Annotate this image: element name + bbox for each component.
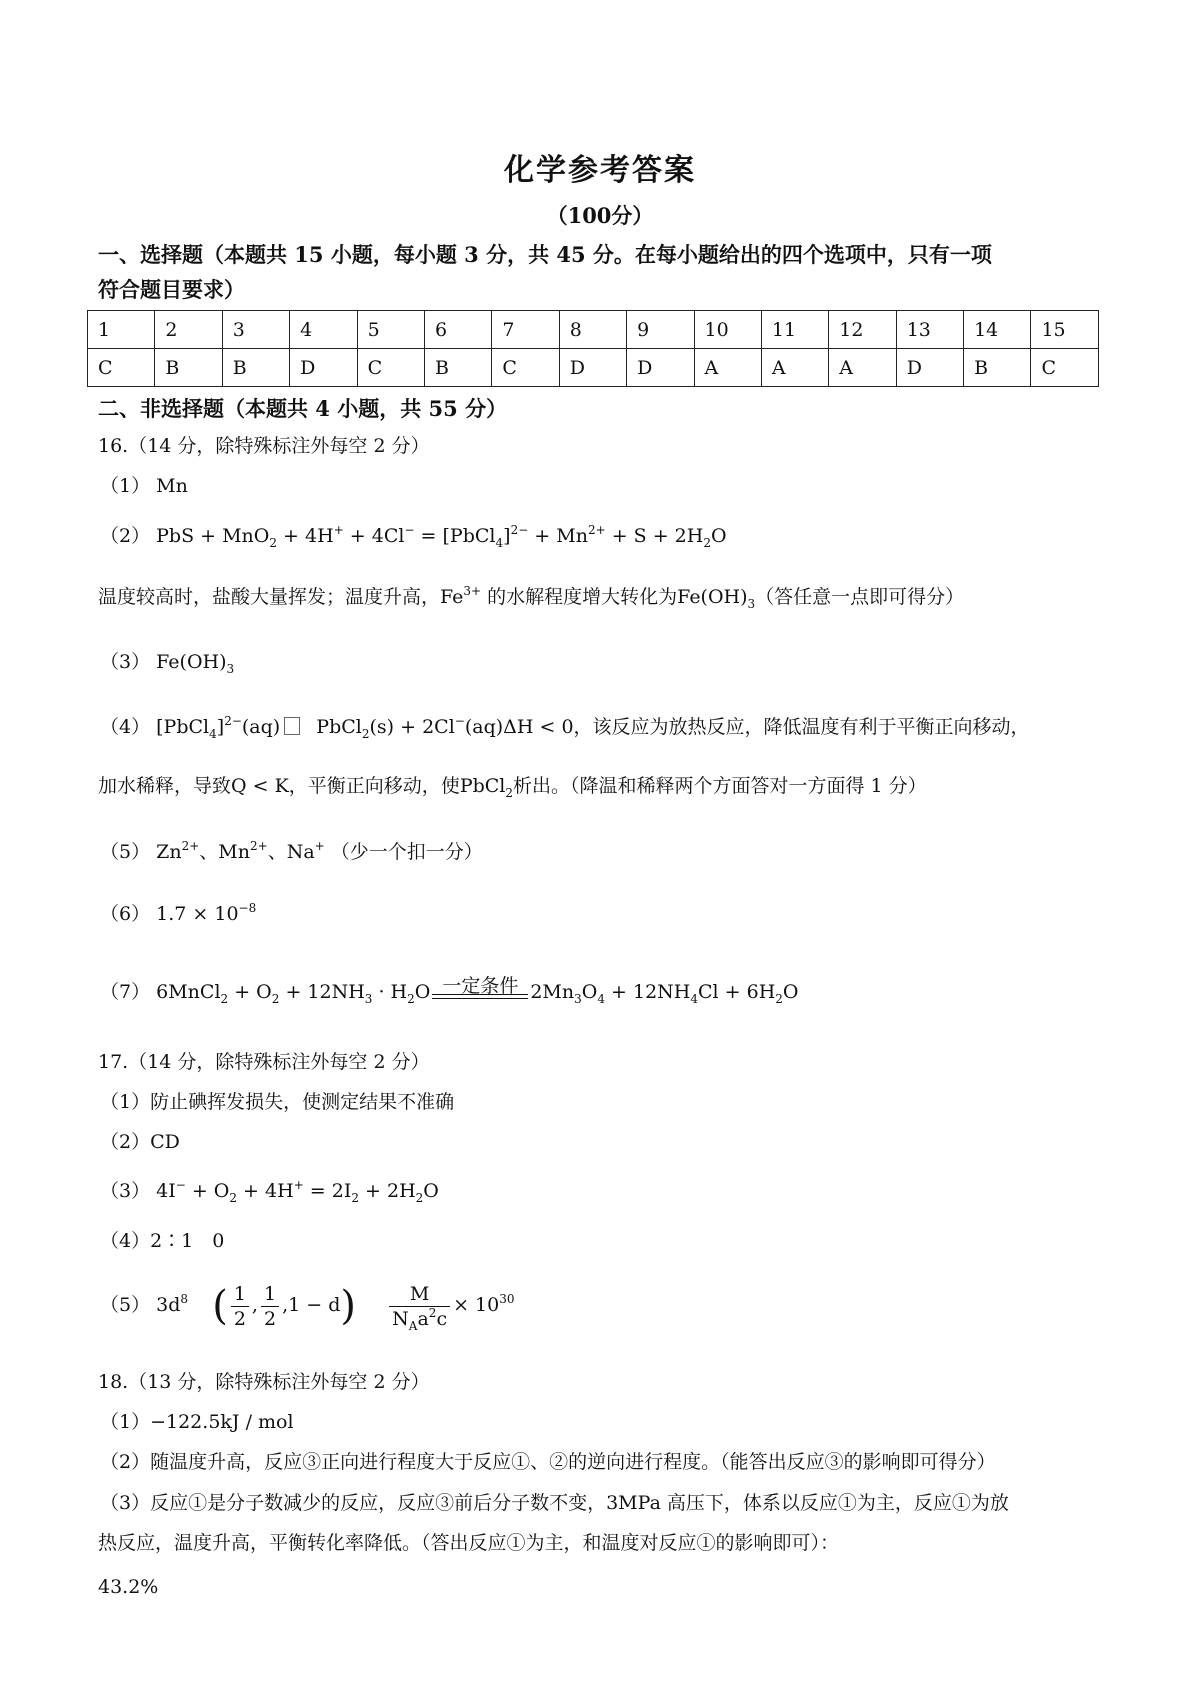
answer-label: （5） [100, 841, 151, 863]
table-cell: 6 [424, 311, 491, 349]
electron-config: $3d^8$ [156, 1292, 189, 1316]
chem-equation: 6MnCl$_2$ + $O_2 + 12NH_3 \cdot H_2O$ 一定条件 $2Mn_3O_4 + 12NH_4Cl + 6H_2O$ [156, 981, 798, 1003]
missing-glyph-icon [284, 717, 300, 735]
q17-answer-5 [100, 1278, 515, 1332]
table-cell: D [559, 349, 626, 387]
answer-row [88, 349, 1099, 387]
table-cell: 4 [290, 311, 357, 349]
answer-label: （6） [100, 903, 151, 925]
reaction-condition: 一定条件 [442, 975, 519, 997]
q16-answer-3 [100, 648, 234, 676]
q16-answer-2-equation [100, 522, 727, 550]
table-cell: C [1031, 349, 1099, 387]
q18-answer-3: （3）反应①是分子数减少的反应，反应③前后分子数不变，3MPa 高压下，体系以反应①为主，反应①为放 [100, 1492, 1009, 1514]
q16-answer-6 [100, 900, 256, 928]
answer-text: 加水稀释，导致 [98, 775, 232, 797]
q18-answer-2: （2）随温度升高，反应③正向进行程度大于反应①、②的逆向进行程度。（能答出反应③的影响即可得分） [100, 1451, 996, 1473]
answer-label: （3） [100, 651, 151, 673]
q18-heading: 18.（13 分，除特殊标注外每空 2 分） [98, 1371, 430, 1393]
table-cell: 2 [155, 311, 222, 349]
q16-answer-5 [100, 838, 483, 866]
q16-heading: 16.（14 分，除特殊标注外每空 2 分） [98, 435, 430, 457]
table-cell: 11 [761, 311, 828, 349]
q17-answer-3 [100, 1177, 439, 1205]
answer-note: （少一个扣一分） [330, 841, 483, 863]
total-score: （100分） [546, 203, 654, 228]
coordinate-expression: ( $\frac{1}{2}$ , $\frac{1}{2}$ ,1 − d) [212, 1282, 356, 1330]
section-1-heading: 一、选择题（本题共 15 小题，每小题 3 分，共 45 分。在每小题给出的四个选项中，只有一项 [98, 242, 992, 267]
answer-label: （7） [100, 981, 151, 1003]
question-number-row [88, 311, 1099, 349]
table-cell: 1 [88, 311, 155, 349]
ion-list: $Zn^{2+}$、$Mn^{2+}$、Na+ [156, 839, 325, 863]
section-2-heading: 二、非选择题（本题共 4 小题，共 55 分） [98, 396, 508, 421]
q17-answer-2: （2）CD [100, 1131, 180, 1153]
choice-answer-table [87, 310, 1099, 387]
answer-label: （2） [100, 525, 151, 547]
answer-label: （5） [100, 1294, 151, 1316]
density-expression: $\frac{M}{N_Aa^2c}$ × $10^{30}$ [386, 1294, 514, 1316]
table-cell: 3 [222, 311, 289, 349]
table-cell: 10 [694, 311, 761, 349]
q16-answer-2-note [98, 583, 964, 611]
table-cell: B [155, 349, 222, 387]
answer-text: 析出。（降温和稀释两个方面答对一方面得 1 分） [513, 775, 927, 797]
q16-answer-4-cont [98, 772, 927, 800]
table-cell: B [222, 349, 289, 387]
q17-answer-4: （4）2∶1 0 [100, 1230, 225, 1252]
table-cell: A [761, 349, 828, 387]
table-cell: D [290, 349, 357, 387]
table-cell: 12 [829, 311, 896, 349]
answer-text: ，该反应为放热反应，降低温度有利于平衡正向移动， [573, 716, 1030, 738]
table-cell: 14 [964, 311, 1031, 349]
q16-answer-4 [100, 713, 1030, 741]
q18-answer-1: （1）−122.5kJ / mol [100, 1411, 294, 1433]
numeric-value: 1.7 × 10 [156, 903, 239, 925]
chem-equation: PbS + MnO$_2$ + 4H+ + 4Cl− = [PbCl$_4$]$^{2-}$ + $Mn^{2+} + S + 2H_2O$ [156, 523, 727, 550]
page-title: 化学参考答案 [504, 153, 696, 188]
table-cell: B [424, 349, 491, 387]
math-expression: Q < K [231, 775, 289, 797]
table-cell: B [964, 349, 1031, 387]
table-cell: 13 [896, 311, 963, 349]
table-cell: 8 [559, 311, 626, 349]
table-cell: 5 [357, 311, 424, 349]
table-cell: C [88, 349, 155, 387]
chem-equation: $4I^- + O_2 + 4H^+ = 2I_2 + 2H_2O$ [156, 1178, 439, 1205]
table-cell: 15 [1031, 311, 1099, 349]
q17-answer-1: （1）防止碘挥发损失，使测定结果不准确 [100, 1091, 455, 1113]
note-text: 的水解程度增大转化为 [487, 586, 678, 608]
answer-label: （3） [100, 1180, 151, 1202]
table-cell: C [357, 349, 424, 387]
chem-formula: PbCl$_2$ [459, 775, 514, 800]
q16-answer-7 [100, 975, 799, 1006]
q17-heading: 17.（14 分，除特殊标注外每空 2 分） [98, 1051, 430, 1073]
chem-formula: $Fe(OH)_3$ [156, 651, 235, 676]
chem-formula: $Fe^{3+}$ [440, 584, 482, 608]
section-1-heading-cont: 符合题目要求） [98, 277, 245, 302]
table-cell: 7 [492, 311, 559, 349]
table-cell: A [829, 349, 896, 387]
table-cell: 9 [627, 311, 694, 349]
table-cell: D [627, 349, 694, 387]
q18-answer-3-cont: 热反应，温度升高，平衡转化率降低。（答出反应①为主，和温度对反应①的影响即可）： [98, 1532, 840, 1554]
table-cell: A [694, 349, 761, 387]
answer-text: ，平衡正向移动，使 [288, 775, 460, 797]
chem-equilibrium: [PbCl$_4$]$^{2-}$(aq) PbCl$_2$(s) + 2Cl−(aq)ΔH < 0 [156, 714, 574, 741]
exponent: −8 [238, 901, 257, 915]
table-cell: D [896, 349, 963, 387]
table-cell: C [492, 349, 559, 387]
note-text: （答任意一点即可得分） [755, 586, 965, 608]
note-text: 温度较高时，盐酸大量挥发；温度升高， [98, 586, 441, 608]
chem-formula: $Fe(OH)_3$ [677, 586, 756, 611]
q16-answer-1: （1） Mn [100, 475, 188, 497]
answer-label: （4） [100, 716, 151, 738]
q18-answer-3-value: 43.2% [98, 1576, 159, 1598]
